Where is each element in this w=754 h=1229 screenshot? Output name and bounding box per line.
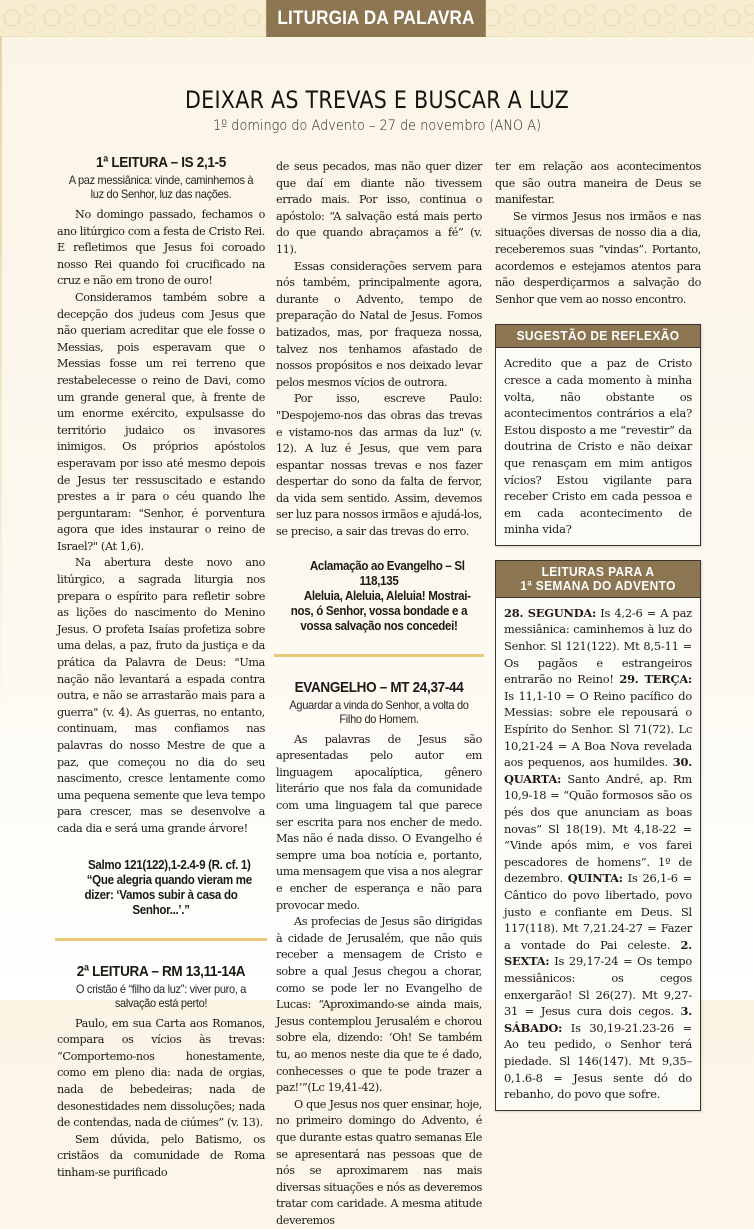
day-readings: Is 11,1-10 = O Reino pacífico do Messias: sobre ele repousará o Espírito do Senhor. Sl 71(72). Lc 10,21-24 = A Boa Nova revelada aos pequenos, aos humildes. [504, 688, 692, 770]
reflection-box-title [496, 325, 700, 348]
first-reading-paragraph: Consideramos também sobre a decepção dos judeus com Jesus que não queriam acreditar que ele fosse o Messias, pois esperavam que o Messias fosse um rei terreno que restabelecesse o reino de Davi, como um grande general que, à frente de um enorme exército, expulsasse do território judaico os invasores inimigos. Os próprios apóstolos esperavam por isso até mesmo depois de Jesus ter ressuscitado e estando prestes a ir para o céu quando lhe perguntaram: "Senhor, é porventura agora que ides instaurar o reino de Israel?" (At 1,6). [57, 290, 265, 553]
page-edge-decoration [0, 36, 2, 736]
section-divider [274, 654, 484, 657]
day-readings: Is 30,19-21.23-26 = Ao teu pedido, o Senhor terá piedade. Sl 146(147). Mt 9,35– 0,1.6-8 = Jesus sente dó do rebanho, do povo que sofre. [504, 1020, 692, 1102]
gospel-heading: EVANGELHO – MT 24,37-44 [294, 678, 464, 696]
second-reading-continuation: Por isso, escreve Paulo: "Despojemo-nos das obras das trevas e vistamo-nos das armas da luz" (v. 12). A luz é Jesus, que vem para espantar nossas trevas e nos fazer despertar do sono da falta de fervor, da vida sem sentido. Assim, devemos ser luz para nossos irmãos e ajudá-los, se preciso, a sair das trevas do erro. [276, 392, 482, 539]
second-reading-summary: O cristão é “filho da luz”: viver puro, a salvação está perto! [75, 981, 247, 1010]
column-2 [276, 159, 482, 1229]
week-readings-box [495, 560, 701, 1111]
reflection-box [495, 324, 701, 546]
day-label: QUINTA: [567, 871, 623, 886]
section-divider [55, 938, 267, 941]
gospel-continuation: ter em relação aos acontecimentos que são outra maneira de Deus se manifestar. [495, 160, 701, 207]
psalm [57, 858, 265, 918]
second-reading-continuation: Essas considerações servem para nós também, principalmente agora, durante o Advento, tempo de preparação do Natal de Jesus. Fomos batizados, mas, por fraqueza nossa, talvez nos tenhamos afastado de nossos propósitos e nos deixado levar pelos mesmos vícios de outrora. [276, 259, 482, 389]
day-label: 29. TERÇA: [619, 672, 692, 687]
second-reading-paragraph: Paulo, em sua Carta aos Romanos, compara os vícios às trevas: “Comportemo-nos honestamente, como em pleno dia: nada de orgias, nada de bebedeiras; nada de desonestidades nem dissoluções; nada de contendas, nada de ciúmes” (v. 13). [57, 1016, 265, 1130]
psalm-response: “Que alegria quando vieram me dizer: ‘Vamos subir à casa do Senhor...’.” [84, 872, 252, 917]
first-reading-heading: 1ª LEITURA – IS 2,1-5 [96, 154, 226, 171]
day-label: 28. SEGUNDA: [504, 605, 597, 620]
gospel [276, 679, 482, 1229]
second-reading-heading: 2ª LEITURA – RM 13,11-14A [76, 962, 246, 980]
day-readings: Santo André, ap. Rm 10,9-18 = “Quão formosos são os pés dos que anunciam as boas novas” Sl 18(19). Mt 4,18-22 = “Vinde após mim, e vos farei pescadores de homens”. 1º de dezembro. [504, 771, 692, 886]
column-3 [495, 159, 701, 1111]
second-reading [57, 963, 265, 1182]
day-readings: Is 4,2-6 = A paz messiânica: caminhemos à luz do Senhor. Sl 121(122). Mt 8,5-11 = Os pagãos e estrangeiros entrarão no Reino! [504, 605, 692, 687]
second-reading-continuation: de seus pecados, mas não quer dizer que daí em diante não tivessem errado mais. Por isso, continua o apóstolo: “A salvação está mais perto do que quando abraçamos a fé” (v. 11). [276, 160, 482, 256]
day-readings: Is 29,17-24 = Os tempo messiânicos: os cegos enxergarão! Sl 26(27). Mt 9,27-31 = Jesus cura dois cegos. [504, 954, 692, 1019]
first-reading-paragraph: No domingo passado, fechamos o ano litúrgico com a festa de Cristo Rei. E refletimos que Jesus foi coroado nosso Rei quando foi crucificado na cruz e não em trono de ouro! [57, 208, 265, 288]
gospel-paragraph: As palavras de Jesus são apresentadas pelo autor em linguagem apocalíptica, gênero literário que nos fala da comunidade com uma linguagem tal que parece ser escrita para nos encher de medo. Mas não é nada disso. O Evangelho é sempre uma boa notícia e, portanto, uma mensagem que visa a nos alegrar e encher de esperança e não para provocar medo. [276, 732, 482, 912]
week-readings-body [496, 598, 700, 1110]
gospel-continuation: Se virmos Jesus nos irmãos e nas situações diversas de nosso dia a dia, receberemos suas “vindas”. Portanto, acordemos e estejamos atentos para não desperdiçarmos a salvação do Senhor que vem ao nosso encontro. [495, 209, 701, 306]
gospel-paragraph: O que Jesus nos quer ensinar, hoje, no primeiro domingo do Advento, é que durante estas quatro semanas Ele se apresentará nas pessoas que de nós se aproximarem nas mais diversas situações e nós as deveremos tratar com caridade. A mesma atitude deveremos [276, 1097, 482, 1227]
day-readings: Is 26,1-6 = Cântico do povo libertado, povo justo e confiante em Deus. Sl 117(118). Mt 7,21.24-27 = Fazer a vontade do Pai celeste. [504, 871, 692, 952]
day-label: 30. QUARTA: [504, 755, 692, 786]
reflection-box-text: Acredito que a paz de Cristo cresce a cada momento à minha volta, não obstante os acontecimentos contrários a ela? Estou disposto a me “revestir” da doutrina de Cristo e não deixar que renasçam em mim antigos vícios? Estou vigilante para receber Cristo em cada pessoa e em cada acontecimento de minha vida? [504, 356, 692, 537]
gospel-acclamation [276, 559, 482, 634]
gospel-paragraph: As profecias de Jesus são dirigidas à cidade de Jerusalém, que não quis receber a mensagem de Cristo e sobre a qual Jesus chegou a chorar, como se pode ler no Evangelho de Lucas: “Aproximando-se ainda mais, Jesus contemplou Jerusalém e chorou sobre ela, dizendo: ‘Oh! Se também tu, ao menos neste dia que te é dado, conhecesses o que te pode trazer a paz!’”(Lc 19,41-42). [276, 915, 482, 1095]
week-readings-title-line: LEITURAS PARA A [541, 563, 655, 579]
acclamation-reference: Aclamação ao Evangelho – Sl 118,135 [309, 558, 465, 588]
page-title: DEIXAR AS TREVAS E BUSCAR A LUZ [185, 86, 569, 114]
section-label: LITURGIA DA PALAVRA [266, 0, 486, 37]
week-readings-title [496, 561, 700, 598]
psalm-reference: Salmo 121(122),1-2.4-9 (R. cf. 1) [87, 857, 251, 872]
second-reading-paragraph: Sem dúvida, pelo Batismo, os cristãos da comunidade de Roma tinham-se purificado [57, 1132, 265, 1179]
page-subtitle: 1º domingo do Advento – 27 de novembro (ANO A) [212, 118, 542, 134]
day-label: 3. SÁBADO: [504, 1004, 692, 1035]
acclamation-text: Aleluia, Aleluia, Aleluia! Mostrai-nos, ó Senhor, vossa bondade e a vossa salvação nos concedei! [290, 588, 471, 633]
column-1 [57, 154, 265, 1182]
gospel-summary: Aguardar a vinda do Senhor, a volta do Filho do Homem. [289, 697, 469, 726]
first-reading-paragraph: Na abertura deste novo ano litúrgico, a sagrada liturgia nos prepara o espírito para refletir sobre as lições do nascimento do Menino Jesus. O profeta Isaías profetiza sobre uma delas, a paz, fruto da justiça e da prática da Palavra de Deus: "Uma nação não levantará a espada contra outra, e não se arrastarão mais para a guerra" (v. 4). As guerras, no entanto, continuam, mas confiamos nas palavras do nosso Mestre de que a paz, que começou no dia do seu nascimento, cresce lentamente como uma pequena semente que leva tempo para crescer, mas se desenvolve a cada dia e será uma grande árvore! [57, 556, 265, 835]
day-label: 2. SEXTA: [504, 937, 692, 969]
week-readings-title-line: 1ª SEMANA DO ADVENTO [520, 577, 676, 593]
reflection-title-text: SUGESTÃO DE REFLEXÃO [516, 328, 680, 344]
first-reading-summary: A paz messiânica: vinde, caminhemos à luz do Senhor, luz das nações. [68, 173, 254, 201]
first-reading [57, 154, 265, 838]
